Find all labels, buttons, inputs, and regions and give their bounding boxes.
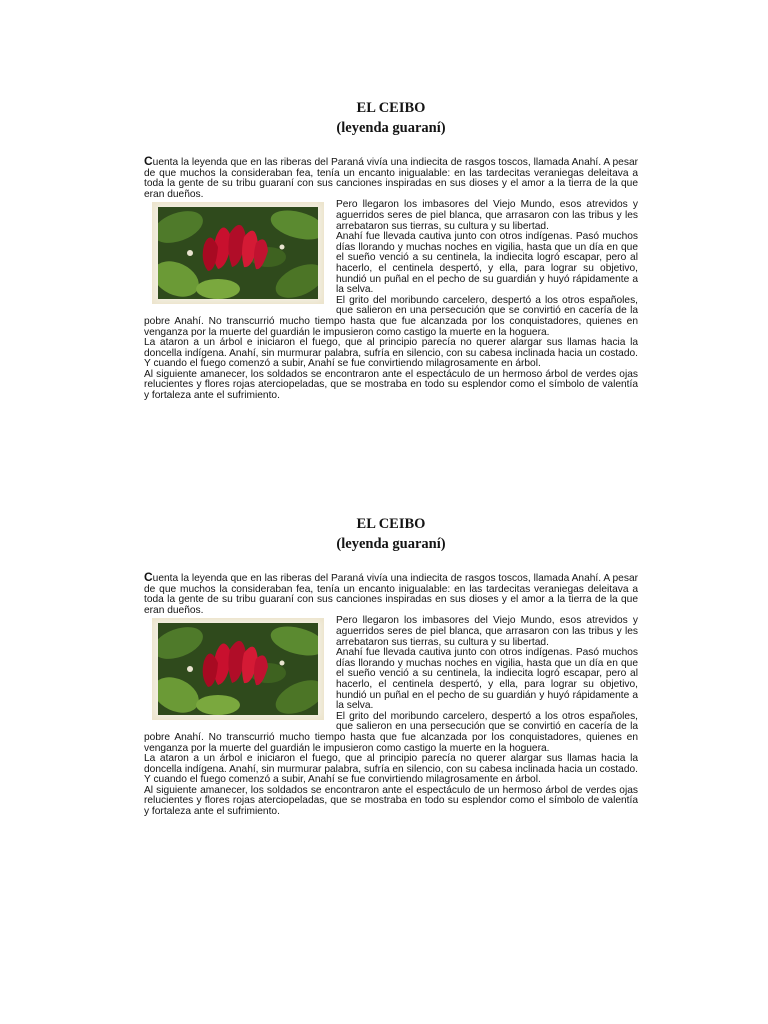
- story-paragraph: La ataron a un árbol e iniciaron el fuego, que al principio parecía no querer alargar sus llamas hacia la doncella indígena. Anahí, sin murmurar palabra, sufría en silencio, con su cabesa inclinada hacia un costado. Y cuando el fuego comenzó a subir, Anahí se fue convirtiendo milagrosamente en árbol.: [144, 337, 638, 370]
- intro-paragraph: [144, 572, 638, 616]
- story-body: [144, 572, 638, 818]
- story-paragraph: Anahí fue llevada cautiva junto con otros indígenas. Pasó muchos días llorando y muchas noches en vigilia, hasta que un día en que el sueño venció a su centinela, la indiecita logró escapar, pero al hacerlo, el centinela despertó, y ella, para lograr su objetivo, hundió un puñal en el pecho de su guardián y huyó rápidamente a la selva.: [336, 231, 638, 296]
- intro-text: uenta la leyenda que en las riberas del Paraná vivía una indiecita de rasgos toscos, llamada Anahí. A pesar de que muchos la consideraban fea, tenía un encanto inigualable: en las tardecitas veraniegas deleitava a toda la gente de su tribu guaraní con sus canciones inspiradas en sus dioses y el amor a la tierra de la que eran dueños.: [144, 157, 638, 200]
- story-block: [144, 514, 638, 818]
- story-paragraph: La ataron a un árbol e iniciaron el fuego, que al principio parecía no querer alargar sus llamas hacia la doncella indígena. Anahí, sin murmurar palabra, sufría en silencio, con su cabesa inclinada hacia un costado. Y cuando el fuego comenzó a subir, Anahí se fue convirtiendo milagrosamente en árbol.: [144, 753, 638, 786]
- story-block: [144, 98, 638, 402]
- story-paragraph: Al siguiente amanecer, los soldados se encontraron ante el espectáculo de un hermoso árbol de verdes ojas relucientes y flores rojas aterciopeladas, que se mostraba en todo su esplendor como el símbolo de valentía y fortaleza ante el sufrimiento.: [144, 368, 638, 402]
- ceibo-flower-photo-icon: [158, 623, 318, 715]
- story-title: EL CEIBO: [356, 516, 426, 532]
- intro-paragraph: [144, 156, 638, 200]
- story-paragraph: Pero llegaron los imbasores del Viejo Mundo, esos atrevidos y aguerridos seres de piel blanca, que arrasaron con las tribus y les arrebataron sus tierras, su cultura y su libertad.: [336, 615, 638, 648]
- story-paragraph: El grito del moribundo carcelero, despertó a los otros españoles, que salieron en una persecución que se convirtió en cacería de la pobre Anahí. No transcurrió mucho tiempo hasta que fue alcanzada por los conquistadores, quienes en venganza por la muerte del guardián le impusieron como castigo la muerte en la hoguera.: [144, 710, 638, 754]
- drop-cap: C: [144, 570, 153, 584]
- intro-text: uenta la leyenda que en las riberas del Paraná vivía una indiecita de rasgos toscos, llamada Anahí. A pesar de que muchos la consideraban fea, tenía un encanto inigualable: en las tardecitas veraniegas deleitava a toda la gente de su tribu guaraní con sus canciones inspiradas en sus dioses y el amor a la tierra de la que eran dueños.: [144, 573, 638, 616]
- ceibo-flower-image: [152, 202, 324, 304]
- story-body: [144, 156, 638, 402]
- story-subtitle: (leyenda guaraní): [336, 120, 446, 136]
- story-subtitle: (leyenda guaraní): [336, 536, 446, 552]
- story-paragraph: Anahí fue llevada cautiva junto con otros indígenas. Pasó muchos días llorando y muchas noches en vigilia, hasta que un día en que el sueño venció a su centinela, la indiecita logró escapar, pero al hacerlo, el centinela despertó, y ella, para lograr su objetivo, hundió un puñal en el pecho de su guardián y huyó rápidamente a la selva.: [336, 647, 638, 712]
- story-paragraph: Al siguiente amanecer, los soldados se encontraron ante el espectáculo de un hermoso árbol de verdes ojas relucientes y flores rojas aterciopeladas, que se mostraba en todo su esplendor como el símbolo de valentía y fortaleza ante el sufrimiento.: [144, 784, 638, 818]
- drop-cap: C: [144, 154, 153, 168]
- story-paragraph: El grito del moribundo carcelero, despertó a los otros españoles, que salieron en una persecución que se convirtió en cacería de la pobre Anahí. No transcurrió mucho tiempo hasta que fue alcanzada por los conquistadores, quienes en venganza por la muerte del guardián le impusieron como castigo la muerte en la hoguera.: [144, 294, 638, 338]
- ceibo-flower-image: [152, 618, 324, 720]
- ceibo-flower-photo-icon: [158, 207, 318, 299]
- story-paragraph: Pero llegaron los imbasores del Viejo Mundo, esos atrevidos y aguerridos seres de piel blanca, que arrasaron con las tribus y les arrebataron sus tierras, su cultura y su libertad.: [336, 199, 638, 232]
- story-title: EL CEIBO: [356, 100, 426, 116]
